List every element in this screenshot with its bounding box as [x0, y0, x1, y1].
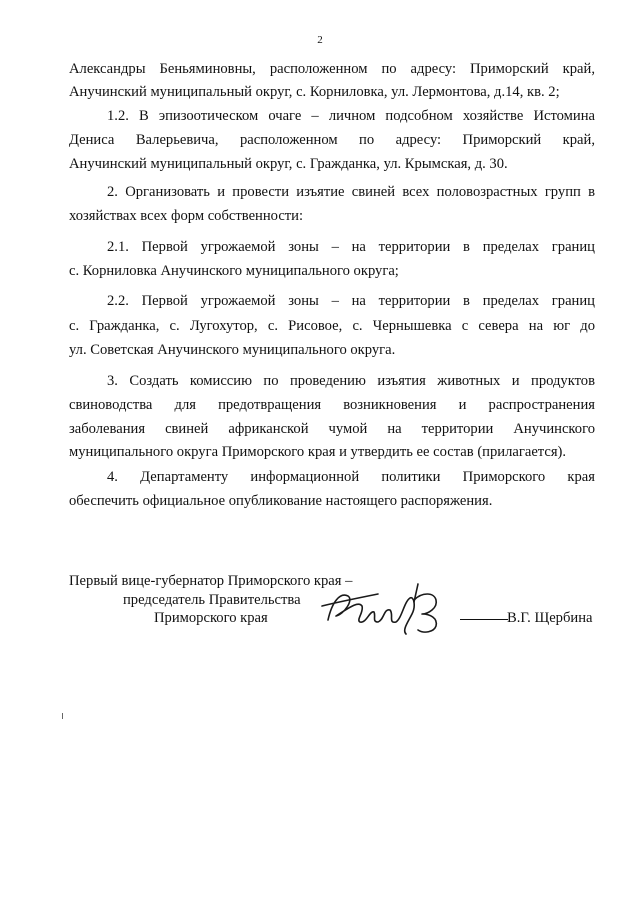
margin-mark — [62, 713, 63, 719]
signatory-name: В.Г. Щербина — [507, 610, 593, 626]
body-line: Дениса Валерьевича, расположенном по адресу: Приморский край, — [69, 132, 595, 148]
body-line: с. Корниловка Анучинского муниципального округа; — [69, 263, 399, 279]
body-line: 1.2. В эпизоотическом очаге – личном подсобном хозяйстве Истомина — [107, 108, 595, 124]
body-line: 2.1. Первой угрожаемой зоны – на территории в пределах границ — [107, 239, 595, 255]
signatory-title-line1: Первый вице-губернатор Приморского края – — [69, 573, 353, 589]
body-line: ул. Советская Анучинского муниципального округа. — [69, 342, 396, 358]
body-line: с. Гражданка, с. Лугохутор, с. Рисовое, с. Чернышевка с севера на юг до — [69, 318, 595, 334]
body-line: 3. Создать комиссию по проведению изъятия животных и продуктов — [107, 373, 595, 389]
body-line: Анучинский муниципальный округ, с. Корниловка, ул. Лермонтова, д.14, кв. 2; — [69, 84, 560, 100]
signatory-title-line2: председатель Правительства — [123, 592, 301, 608]
body-line: 4. Департаменту информационной политики Приморского края — [107, 469, 595, 485]
body-line: Анучинский муниципальный округ, с. Гражданка, ул. Крымская, д. 30. — [69, 156, 508, 172]
signatory-title-line3: Приморского края — [154, 610, 268, 626]
body-line: муниципального округа Приморского края и утвердить ее состав (прилагается). — [69, 444, 567, 460]
body-line: Александры Беньяминовны, расположенном по адресу: Приморский край, — [69, 61, 595, 77]
handwritten-signature — [318, 580, 468, 640]
body-line: 2.2. Первой угрожаемой зоны – на территории в пределах границ — [107, 293, 595, 309]
body-line: хозяйствах всех форм собственности: — [69, 208, 304, 224]
signature-dash — [460, 619, 508, 620]
body-line: обеспечить официальное опубликование настоящего распоряжения. — [69, 493, 493, 509]
body-line: свиноводства для предотвращения возникновения и распространения — [69, 397, 595, 413]
body-line: заболевания свиней африканской чумой на территории Анучинского — [69, 421, 595, 437]
page-number: 2 — [317, 34, 323, 46]
body-line: 2. Организовать и провести изъятие свиней всех половозрастных групп в — [107, 184, 595, 200]
